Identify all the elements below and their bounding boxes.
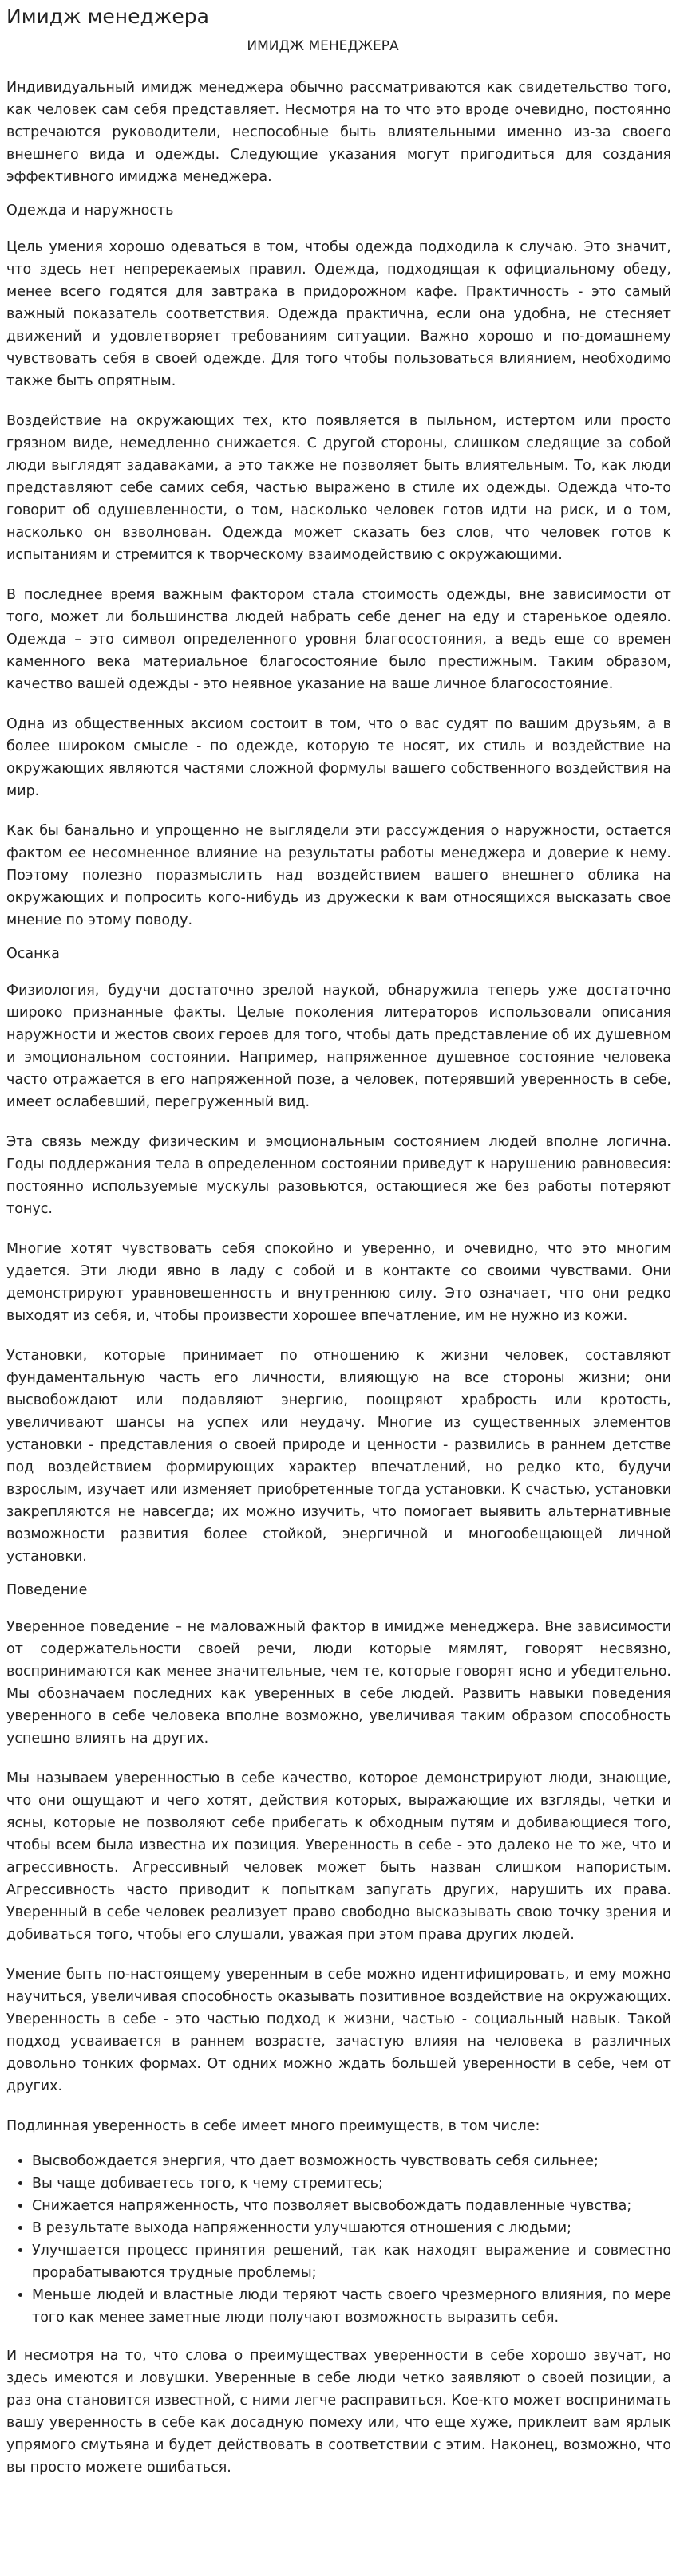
page-title: Имидж менеджера [6, 5, 209, 28]
list-item: • Меньше людей и властные люди теряют часть своего чрезмерного влияния, по мере того как менее заметные люди получают возможность выразить себя. [32, 2284, 671, 2329]
list-item: • В результате выхода напряженности улучшаются отношения с людьми; [32, 2217, 671, 2239]
benefits-list [6, 2150, 671, 2329]
page-subtitle: ИМИДЖ МЕНЕДЖЕРА [247, 38, 399, 54]
list-item: • Снижается напряженность, что позволяет высвобождать подавленные чувства; [32, 2195, 671, 2217]
paragraph: Установки, которые принимает по отношению к жизни человек, составляют фундаментальную часть его личности, влияющую на все стороны жизни; они высвобождают или подавляют энергию, поощряют храбрость или кротость, увеличивают шансы на успех или неудачу. Многие из существенных элементов установки - представления о своей природе и ценности - развились в раннем детстве под воздействием формирующих характер впечатлений, но редко кто, будучи взрослым, изучает или изменяет приобретенные тогда установки. К счастью, установки закрепляются не навсегда; их можно изучить, что помогает выявить альтернативные возможности развития более стойкой, энергичной и многообещающей личной установки. [6, 1348, 671, 1565]
paragraph: Многие хотят чувствовать себя спокойно и уверенно, и очевидно, что это многим удается. Эти люди явно в ладу с собой и в контакте со своими чувствами. Они демонстрируют уравновешенность и внутреннюю силу. Это означает, что они редко выходят из себя, и, чтобы произвести хорошее впечатление, им не нужно из кожи. [6, 1241, 671, 1324]
paragraph: В последнее время важным фактором стала стоимость одежды, вне зависимости от того, может ли большинства людей набрать себе денег на еду и старенькое одеяло. Одежда – это символ определенного уровня благосостояния, а ведь еще со времен каменного века материальное благосостояние было престижным. Таким образом, качество вашей одежды - это неявное указание на ваше личное благосостояние. [6, 587, 671, 692]
paragraph: Мы называем уверенностью в себе качество, которое демонстрируют люди, знающие, что они ощущают и чего хотят, действия которых, выражающие их взгляды, четки и ясны, которые не позволяют себе прибегать к обходным путям и добивающиеся того, чтобы всем была известна их позиция. Уверенность в себе - это далеко не то же, что и агрессивность. Агрессивный человек может быть назван слишком напористым. Агрессивность часто приводит к попыткам запугать других, нарушить их права. Уверенный в себе человек реализует право свободно высказывать свою точку зрения и добиваться того, чтобы его слушали, уважая при этом права других людей. [6, 1771, 671, 1943]
list-item: • Улучшается процесс принятия решений, так как находят выражение и совместно прорабатываются трудные проблемы; [32, 2239, 671, 2284]
paragraph: Уверенное поведение – не маловажный фактор в имидже менеджера. Вне зависимости от содержательности своей речи, люди которые мямлят, говорят несвязно, воспринимаются как менее значительные, чем те, которые говорят ясно и убедительно. Мы обозначаем последних как уверенных в себе людей. Развить навыки поведения уверенного в себе человека вполне возможно, увеличивая таким образом способность успешно влиять на других. [6, 1619, 671, 1747]
paragraph: Умение быть по-настоящему уверенным в себе можно идентифицировать, и ему можно научиться, увеличивая способность оказывать позитивное воздействие на окружающих. Уверенность в себе - это частью подход к жизни, частью - социальный навык. Такой подход усваивается в раннем возрасте, зачастую влияя на человека в различных довольно тонких формах. От одних можно ждать большей уверенности в себе, чем от других. [6, 1967, 671, 2094]
paragraph: Подлинная уверенность в себе имеет много преимуществ, в том числе: [6, 2118, 540, 2134]
paragraph: Цель умения хорошо одеваться в том, чтобы одежда подходила к случаю. Это значит, что здесь нет непререкаемых правил. Одежда, подходящая к официальному обеду, менее всего годятся для завтрака в придорожном кафе. Практичность - это самый важный показатель соответствия. Одежда практична, если она удобна, не стесняет движений и удовлетворяет требованиям ситуации. Важно хорошо и по-домашнему чувствовать себя в своей одежде. Для того чтобы пользоваться влиянием, необходимо также быть опрятным. [6, 239, 671, 389]
paragraph: Как бы банально и упрощенно не выглядели эти рассуждения о наружности, остается фактом ее несомненное влияние на результаты работы менеджера и доверие к нему. Поэтому полезно поразмыслить над воздействием вашего внешнего облика на окружающих и попросить кого-нибудь из дружески к вам относящихся высказать свое мнение по этому поводу. [6, 823, 671, 928]
paragraph: Физиология, будучи достаточно зрелой наукой, обнаружила теперь уже достаточно широко признанные факты. Целые поколения литераторов использовали описания наружности и жестов своих героев для того, чтобы дать представление об их душевном и эмоциональном состоянии. Например, напряженное душевное состояние человека часто отражается в его напряженной позе, а человек, потерявший уверенность в себе, имеет ослабевший, перегруженный вид. [6, 983, 671, 1110]
list-item: • Вы чаще добиваетесь того, к чему стремитесь; [32, 2172, 671, 2195]
section-heading-posture: Осанка [6, 946, 60, 962]
intro-paragraph: Индивидуальный имидж менеджера обычно рассматриваются как свидетельство того, как человек сам себя представляет. Несмотря на то что это вроде очевидно, постоянно встречаются руководители, неспособные быть влиятельными именно из-за своего внешнего вида и одежды. Следующие указания могут пригодиться для создания эффективного имиджа менеджера. [6, 80, 671, 185]
paragraph: Одна из общественных аксиом состоит в том, что о вас судят по вашим друзьям, а в более широком смысле - по одежде, которую те носят, их стиль и воздействие на окружающих являются частями сложной формулы вашего собственного воздействия на мир. [6, 716, 671, 799]
section-heading-behavior: Поведение [6, 1582, 88, 1598]
paragraph: Воздействие на окружающих тех, кто появляется в пыльном, истертом или просто грязном виде, немедленно снижается. С другой стороны, слишком следящие за собой люди выглядят задаваками, а это также не позволяет быть влиятельным. То, как люди представляют себе самих себя, частью выражено в стиле их одежды. Одежда что-то говорит об одушевленности, о том, насколько человек готов идти на риск, и о том, насколько он взволнован. Одежда может сказать без слов, что человек готов к испытаниям и стремится к творческому взаимодействию с окружающими. [6, 413, 671, 563]
section-heading-clothing: Одежда и наружность [6, 203, 174, 219]
paragraph: Эта связь между физическим и эмоциональным состоянием людей вполне логична. Годы поддержания тела в определенном состоянии приведут к нарушению равновесия: постоянно используемые мускулы разовьются, остающиеся же без работы потеряют тонус. [6, 1134, 671, 1217]
list-item: • Высвобождается энергия, что дает возможность чувствовать себя сильнее; [32, 2150, 671, 2172]
closing-paragraph: И несмотря на то, что слова о преимуществах уверенности в себе хорошо звучат, но здесь имеются и ловушки. Уверенные в себе люди четко заявляют о своей позиции, а раз она становится известной, с ними легче расправиться. Кое-кто может воспринимать вашу уверенность в себе как досадную помеху или, что еще хуже, приклеит вам ярлык упрямого смутьяна и будет действовать в соответствии с этим. Наконец, возможно, что вы просто можете ошибаться. [6, 2348, 671, 2476]
